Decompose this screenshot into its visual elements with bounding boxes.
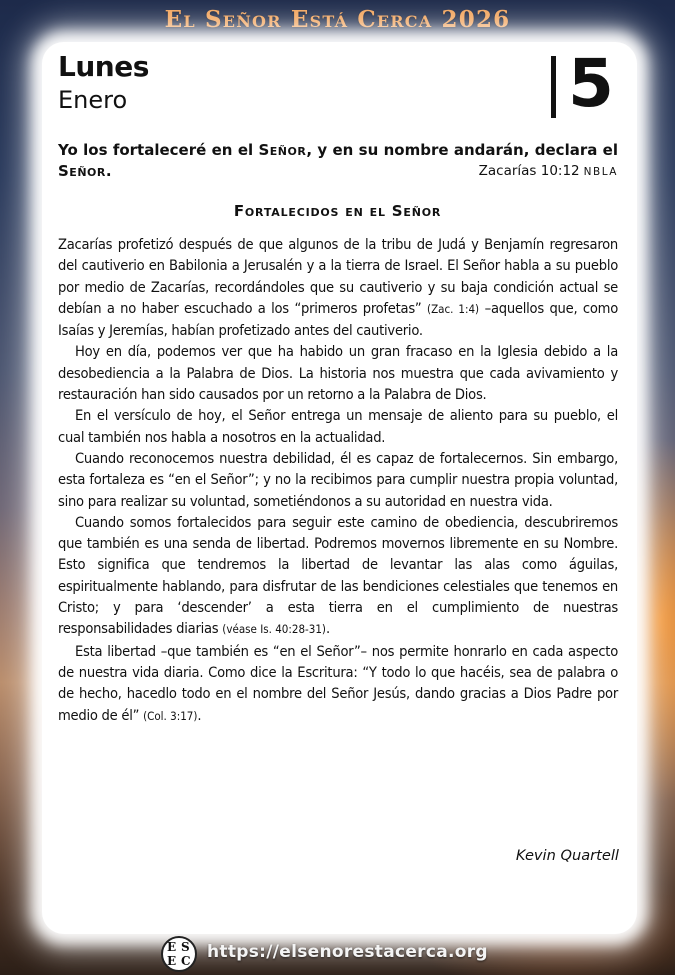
section-title: Fortalecidos en el Señor bbox=[233, 202, 442, 220]
paragraph: En el versículo de hoy, el Señor entrega un mensaje de aliento para su pueblo, el cual también nos habla a nosotros en la actualidad. bbox=[58, 407, 618, 446]
verse-text: , y en su nombre andarán, declara el bbox=[306, 141, 618, 159]
website-link[interactable]: https://elsenorestacerca.org bbox=[207, 942, 488, 962]
scripture-ref: (Col. 3:17) bbox=[143, 708, 198, 723]
verse-lord: Señor bbox=[58, 162, 106, 180]
day-number: 5 bbox=[568, 45, 614, 122]
devotional-body bbox=[58, 234, 618, 727]
verse-reference bbox=[479, 163, 618, 179]
paragraph-text: Cuando somos fortalecidos para seguir este camino de obediencia, descubriremos que también es una senda de libertad. Podremos movernos libremente en su Nombre. Esto significa que tendremos la libertad de levantar las alas como águilas, espiritualmente hablando, para disfrutar de las bendiciones celestiales que tenemos en Cristo; y para ‘descender’ a esta tierra en el cumplimiento de nuestras responsabilidades diarias bbox=[58, 513, 618, 638]
date-divider bbox=[551, 56, 556, 118]
paragraph bbox=[58, 512, 618, 641]
publication-title: El Señor Está Cerca 2026 bbox=[164, 6, 511, 33]
scripture-ref: (Zac. 1:4) bbox=[427, 301, 480, 316]
logo-letter: C bbox=[181, 954, 191, 968]
logo-letter: E bbox=[167, 940, 177, 954]
logo-letter: S bbox=[181, 940, 190, 954]
reference-text: Zacarías 10:12 bbox=[478, 163, 580, 179]
month-label: Enero bbox=[58, 86, 128, 114]
paragraph-text: –aquellos que, como Isaías y Jeremías, habían profetizado antes del cautiverio. bbox=[58, 299, 618, 340]
logo-letter: E bbox=[167, 954, 177, 968]
footer bbox=[0, 936, 675, 972]
verse-lord: Señor bbox=[258, 141, 307, 159]
paragraph bbox=[58, 641, 618, 727]
paragraph-text: Esta libertad –que también es “en el Señor”– nos permite honrarlo en cada aspecto de nuestra vida diaria. Como dice la Escritura: “Y todo lo que hacéis, sea de palabra o de hecho, hacedlo todo en el nombre del Señor Jesús, dando gracias a Dios Padre por medio de él” bbox=[58, 642, 618, 724]
bible-version: NBLA bbox=[583, 166, 618, 178]
paragraph-text: . bbox=[197, 706, 202, 724]
paragraph: Hoy en día, podemos ver que ha habido un gran fracaso en la Iglesia debido a la desobediencia a la Palabra de Dios. La historia nos muestra que cada avivamiento y restauración han sido causados por un retorno a la Palabra de Dios. bbox=[58, 343, 618, 404]
verse-text: Yo los fortaleceré en el bbox=[58, 141, 259, 159]
paragraph-text: Zacarías profetizó después de que algunos de la tribu de Judá y Benjamín regresaron del cautiverio en Babilonia a Jerusalén y a la tierra de Israel. El Señor habla a su pueblo por medio de Zacarías, recordándoles que su cautiverio y su baja condición actual se debían a no haber escuchado a los “primeros profetas” bbox=[58, 236, 618, 317]
paragraph bbox=[58, 234, 618, 341]
verse-text: . bbox=[105, 162, 112, 180]
paragraph-text: . bbox=[325, 620, 330, 638]
esec-logo-icon bbox=[161, 936, 197, 972]
weekday-label: Lunes bbox=[58, 50, 149, 83]
author-name: Kevin Quartell bbox=[515, 847, 619, 864]
scripture-ref: (véase Is. 40:28-31) bbox=[222, 622, 326, 637]
paragraph: Cuando reconocemos nuestra debilidad, él es capaz de fortalecernos. Sin embargo, esta fortaleza es “en el Señor”; y no la recibimos para cumplir nuestra propia voluntad, sino para realizar su voluntad, sometiéndonos a su autoridad en nuestra vida. bbox=[58, 449, 618, 510]
